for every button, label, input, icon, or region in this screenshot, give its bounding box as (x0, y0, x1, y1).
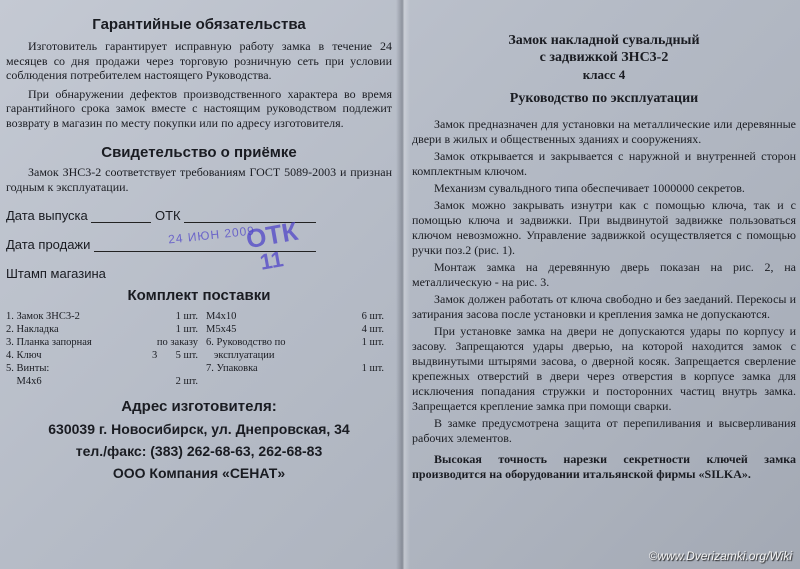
kit-item-name: 2. Накладка (6, 324, 59, 335)
kit-item (206, 349, 392, 362)
sale-date-line (94, 251, 316, 252)
warranty-paragraph-1: Изготовитель гарантирует исправную работу замка в течение 24 месяцев со дня продажи через торговую розничную сеть при условии соблюдения потребителем настоящего Руководства. (6, 39, 392, 82)
product-title-line-1: Замок накладной сувальдный (508, 33, 700, 48)
kit-item-name: 7. Упаковка (206, 363, 258, 374)
kit-item-name: 4. Ключ (6, 350, 42, 361)
kit-item-qty: 1 шт. (361, 337, 384, 348)
shop-stamp-label: Штамп магазина (6, 266, 106, 281)
acceptance-text: Замок ЗНС3-2 соответствует требованиям ГОСТ 5089-2003 и признан годным к эксплуатации. (6, 165, 392, 194)
kit-item (6, 336, 206, 349)
kit-column-left (6, 310, 206, 388)
kit-item-qty: 4 шт. (361, 324, 384, 335)
kit-item (206, 323, 392, 336)
kit-item (6, 375, 206, 388)
manual-paragraph: При установке замка на двери не допускаются удары по корпусу и засову. Запрещаются удары дверью, на которой находится замок с выдвинутыми штырями засова, о дверной косяк. Запрещается сверление крепежных отверстий в двери через отверстия в корпусе замка для исключения попадания стружки и посторонних частиц внутрь замка. Запрещается крепление замка при помощи сварки. (412, 324, 796, 413)
stamp-otk: ОТК (243, 215, 301, 255)
company-line: ООО Компания «СЕНАТ» (112, 465, 286, 481)
issue-date-line (91, 222, 151, 223)
product-title (412, 32, 796, 83)
sale-date-label: Дата продажи (6, 237, 91, 252)
kit-item-name: 3. Планка запорная (6, 337, 92, 348)
kit-item (206, 336, 392, 349)
warranty-paragraph-2: При обнаружении дефектов производственного характера во время гарантийного срока замок вместе с настоящим руководством подлежит возврату в магазин по месту покупки или по адресу изготовителя. (6, 86, 392, 130)
kit-item-name: М4х10 (206, 311, 237, 322)
kit-item (6, 323, 206, 336)
manual-final-note: Высокая точность нарезки секретности ключей замка производится на оборудовании итальянской фирмы «SILKA». (412, 452, 796, 481)
manual-paragraph: В замке предусмотрена защита от перепиливания и высверливания рабочих элементов. (412, 416, 796, 445)
kit-item-qty: 2 шт. (175, 376, 198, 387)
kit-column-right (206, 310, 392, 388)
phone-line: тел./факс: (383) 262-68-63, 262-68-83 (75, 443, 323, 459)
kit-item-qty: по заказу (156, 337, 198, 348)
kit-item-qty: 1 шт. (175, 324, 198, 335)
kit-item (206, 310, 392, 323)
issue-date-row (6, 208, 392, 223)
kit-item (6, 310, 206, 323)
kit-item-name: М5х45 (206, 324, 237, 335)
address-title: Адрес изготовителя: (121, 398, 277, 415)
kit-item (206, 362, 392, 375)
page-fold (396, 0, 410, 569)
kit-item-name: эксплуатации (206, 350, 275, 361)
kit-title: Комплект поставки (127, 287, 271, 304)
product-title-line-2: с задвижкой ЗНС3-2 (539, 50, 669, 65)
kit-item (6, 349, 206, 362)
kit-item-name: М4х6 (6, 376, 42, 387)
kit-item (6, 362, 206, 375)
kit-item-qty: 3 5 шт. (151, 350, 198, 361)
kit-item-name: 5. Винты: (6, 363, 50, 374)
acceptance-title: Свидетельство о приёмке (101, 144, 297, 161)
manual-paragraph: Механизм сувальдного типа обеспечивает 1000000 секретов. (434, 181, 745, 195)
left-column (6, 6, 392, 546)
manual-paragraph: Монтаж замка на деревянную дверь показан на рис. 2, на металлическую - на рис. 3. (412, 260, 796, 289)
otk-label: ОТК (155, 208, 181, 223)
kit-item-name: 1. Замок ЗНС3-2 (6, 311, 80, 322)
kit-list (6, 310, 392, 388)
shop-stamp-row (6, 266, 392, 281)
sale-date-row (6, 237, 392, 252)
right-column (412, 6, 796, 546)
manual-paragraph: Замок предназначен для установки на металлические или деревянные двери в жилых и общественных зданиях и сооружениях. (412, 117, 796, 146)
issue-date-label: Дата выпуска (6, 208, 88, 223)
otk-line (184, 222, 316, 223)
kit-item-qty: 1 шт. (361, 363, 384, 374)
manual-paragraph: Замок должен работать от ключа свободно и без заеданий. Перекосы и затирания засова после установки и крепления замка не допускаются. (412, 292, 796, 321)
manual-subtitle: Руководство по эксплуатации (509, 91, 699, 106)
address-line: 630039 г. Новосибирск, ул. Днепровская, 34 (48, 421, 350, 437)
kit-item-qty: 1 шт. (175, 311, 198, 322)
stamp-date: 24 ИЮН 2009 (167, 223, 256, 247)
stamp-number: 11 (257, 246, 286, 275)
site-watermark: ©www.Dverizamki.org/Wiki (648, 549, 792, 563)
manual-paragraph: Замок можно закрывать изнутри как с помощью ключа, так и с помощью ключа и задвижки. При выдвинутой задвижке пользоваться ключом невозможно. Управление задвижкой осуществляется с помощью ручки поз.2 (рис. 1). (412, 198, 796, 257)
kit-item-qty: 6 шт. (361, 311, 384, 322)
kit-item-name: 6. Руководство по (206, 337, 286, 348)
manufacturer-address (6, 398, 392, 481)
warranty-title: Гарантийные обязательства (92, 16, 306, 33)
manual-paragraph: Замок открывается и закрывается с наружной и внутренней сторон комплектным ключом. (412, 149, 796, 178)
product-class: класс 4 (582, 67, 626, 82)
